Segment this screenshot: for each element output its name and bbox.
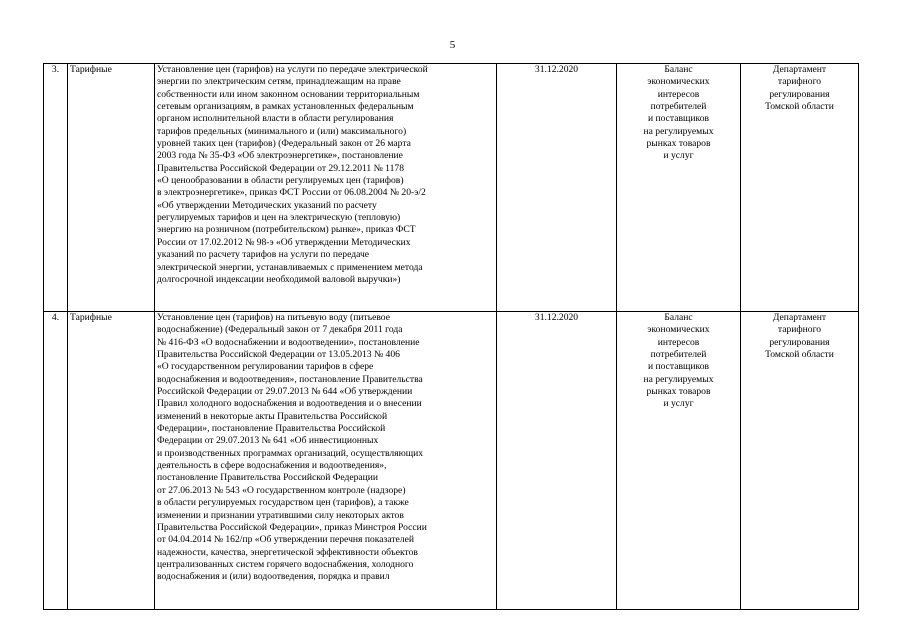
text-line: водоснабжения и (или) водоотведения, порядка и правил [157,571,390,583]
text-line: собственности или ином законном основании территориальным [157,88,420,100]
text-line: Российской Федерации от 29.07.2013 № 644 «Об утверждении [157,386,413,398]
text-line: интересов [657,336,700,348]
text-line: Установление цен (тарифов) на услуги по передаче электрической [157,64,428,75]
text-line: долгосрочной индексации необходимой валовой выручки») [157,273,401,285]
text-line: «О ценообразовании в области регулируемых цен (тарифов) [157,175,404,187]
text-line: на регулируемых [643,373,714,385]
text-line: рынках товаров [646,138,711,150]
dept-lines [743,64,856,113]
description-lines [157,64,494,286]
text-line: регулируемых тарифов и цен на электрическую (тепловую) [157,212,401,224]
description-cell [155,64,497,312]
text-line: потребителей [650,349,707,361]
text-line: Федерации», постановление Правительства Российской [157,423,386,435]
page-number: 5 [449,39,456,51]
text-line: энергии по электрическим сетям, принадлежащим на праве [157,76,401,88]
text-line: Баланс [664,312,693,323]
text-line: Томской области [765,101,834,113]
measure-type-cell: Тарифные [68,312,155,610]
text-line: тарифного [777,324,822,336]
text-line: «Об утверждении Методических указаний по расчету [157,199,377,211]
text-line: изменении и признании утратившими силу некоторых актов [157,509,404,521]
text-line: рынках товаров [646,386,711,398]
text-line: от 27.06.2013 № 543 «О государственном контроле (надзоре) [157,484,406,496]
table-row [44,312,859,610]
row-number-cell: 3. [44,64,68,312]
text-line: Томской области [765,349,834,361]
text-line: Баланс [664,64,693,75]
goal-cell [617,64,741,312]
text-line: постановление Правительства Российской Федерации [157,472,379,484]
goal-cell [617,312,741,610]
text-line: России от 17.02.2012 № 98-э «Об утверждении Методических [157,236,411,248]
text-line: Установление цен (тарифов) на питьевую воду (питьевое [157,312,390,323]
text-line: надежности, качества, энергетической эффективности объектов [157,546,418,558]
goal-lines [619,64,738,163]
text-line: 2003 года № 35-ФЗ «Об электроэнергетике», постановление [157,150,403,162]
text-line: регулирования [769,88,830,100]
text-line: водоснабжение) (Федеральный закон от 7 декабря 2011 года [157,324,403,336]
text-line: тарифов предельных (минимального и (или) максимального) [157,125,407,137]
text-line: потребителей [650,101,707,113]
description-lines [157,312,494,584]
text-line: экономических [647,324,710,336]
responsible-dept-cell [741,64,859,312]
text-line: от 04.04.2014 № 162/пр «Об утверждении перечня показателей [157,534,414,546]
text-line: Департамент [772,64,827,75]
text-line: и производственных программах организаций, осуществляющих [157,447,424,459]
text-line: сетевым организациям, в рамках установленных федеральным [157,101,414,113]
text-line: и поставщиков [647,113,710,125]
text-line: Департамент [772,312,827,323]
regulation-table [43,63,859,610]
deadline-cell: 31.12.2020 [497,64,617,312]
text-line: Правил холодного водоснабжения и водоотведения и о внесении [157,398,422,410]
text-line: на регулируемых [643,125,714,137]
text-line: «О государственном регулировании тарифов в сфере [157,361,374,373]
text-line: деятельность в сфере водоснабжения и водоотведения», [157,460,387,472]
description-cell [155,312,497,610]
text-line: № 416-ФЗ «О водоснабжении и водоотведении», постановление [157,336,420,348]
text-line: и поставщиков [647,361,710,373]
text-line: изменений в некоторые акты Правительства Российской [157,410,388,422]
measure-type-cell: Тарифные [68,64,155,312]
text-line: органом исполнительной власти в области регулирования [157,113,394,125]
text-line: в области регулируемых государством цен (тарифов), а также [157,497,409,509]
text-line: и услуг [663,150,694,162]
text-line: централизованных систем горячего водоснабжения, холодного [157,558,414,570]
text-line: Федерации от 29.07.2013 № 641 «Об инвестиционных [157,435,379,447]
text-line: электрической энергии, устанавливаемых с применением метода [157,261,423,273]
responsible-dept-cell [741,312,859,610]
text-line: в электроэнергетике», приказ ФСТ России от 06.08.2004 № 20-э/2 [157,187,426,199]
text-line: уровней таких цен (тарифов) (Федеральный закон от 26 марта [157,138,411,150]
text-line: регулирования [769,336,830,348]
text-line: энергию на розничном (потребительском) рынке», приказ ФСТ [157,224,416,236]
goal-lines [619,312,738,411]
text-line: указаний по расчету тарифов на услуги по передаче [157,249,370,261]
text-line: интересов [657,88,700,100]
text-line: тарифного [777,76,822,88]
text-line: Правительства Российской Федерации от 29.12.2011 № 1178 [157,162,405,174]
text-line: экономических [647,76,710,88]
dept-lines [743,312,856,361]
table-row [44,64,859,312]
text-line: Правительства Российской Федерации от 13.05.2013 № 406 [157,349,400,361]
text-line: Правительства Российской Федерации», приказ Минстроя России [157,521,427,533]
deadline-cell: 31.12.2020 [497,312,617,610]
row-number-cell: 4. [44,312,68,610]
text-line: и услуг [663,398,694,410]
text-line: водоснабжения и водоотведения», постановление Правительства [157,373,423,385]
